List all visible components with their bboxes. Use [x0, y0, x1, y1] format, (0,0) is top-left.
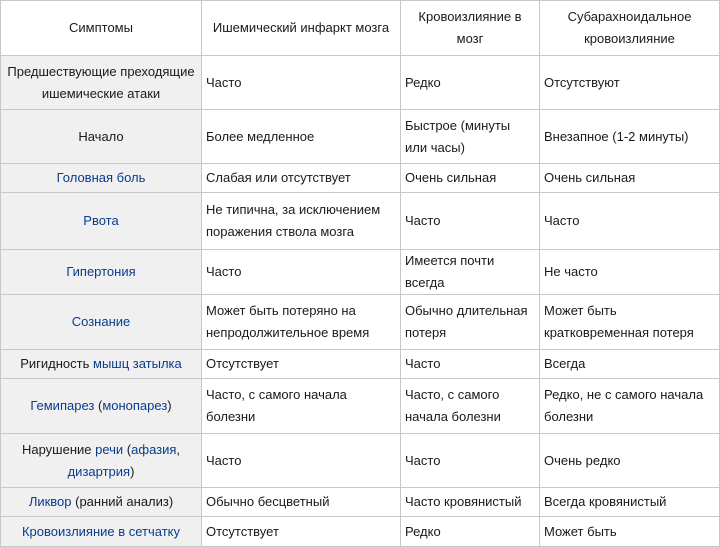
table-cell: Очень сильная	[540, 164, 720, 193]
symptom-link[interactable]: Гемипарез	[30, 398, 95, 413]
symptom-cell	[1, 379, 202, 434]
symptom-label	[5, 311, 197, 333]
header-cell: Кровоизлияние в мозг	[401, 1, 540, 56]
table-cell: Часто	[202, 250, 401, 295]
symptom-link[interactable]: Гипертония	[66, 264, 136, 279]
symptom-link[interactable]: афазия	[131, 441, 177, 457]
table-cell: Редко	[401, 56, 540, 110]
symptom-link[interactable]: речи	[95, 441, 124, 457]
symptom-link[interactable]: монопарез	[102, 398, 168, 413]
table-row	[1, 517, 720, 547]
symptom-link[interactable]: Кровоизлияние в сетчатку	[21, 523, 181, 539]
symptom-cell	[1, 56, 202, 110]
table-cell: Часто	[401, 193, 540, 250]
table-cell: Обычно бесцветный	[202, 488, 401, 517]
symptom-label	[5, 61, 197, 105]
table-cell: Более медленное	[202, 110, 401, 164]
table-row	[1, 434, 720, 488]
symptom-label	[5, 167, 197, 189]
symptom-cell	[1, 350, 202, 379]
table-row	[1, 193, 720, 250]
symptom-link[interactable]: дизартрия	[67, 463, 131, 479]
symptom-text: (ранний анализ)	[71, 494, 174, 509]
table-cell: Всегда кровянистый	[540, 488, 720, 517]
symptom-label	[5, 210, 197, 232]
table-cell: Не типична, за исключением поражения ствола мозга	[202, 193, 401, 250]
table-cell: Может быть потеряно на непродолжительное время	[202, 295, 401, 350]
symptom-cell	[1, 295, 202, 350]
table-cell: Имеется почти всегда	[401, 250, 540, 295]
table-cell: Отсутствуют	[540, 56, 720, 110]
symptom-text: Нарушение	[21, 441, 96, 457]
symptom-cell	[1, 110, 202, 164]
symptom-text: (	[94, 398, 103, 413]
table-cell: Часто	[202, 434, 401, 488]
symptom-link[interactable]: Ликвор	[28, 494, 72, 509]
symptom-cell	[1, 488, 202, 517]
symptom-text: ,	[176, 441, 181, 457]
symptom-text: Ригидность	[20, 356, 93, 371]
symptom-text: (	[123, 441, 132, 457]
symptom-cell	[1, 250, 202, 295]
symptom-text: )	[130, 463, 135, 479]
table-row	[1, 379, 720, 434]
table-row	[1, 488, 720, 517]
table-row	[1, 350, 720, 379]
symptom-label	[5, 395, 197, 417]
table-cell: Часто	[401, 350, 540, 379]
symptom-cell	[1, 434, 202, 488]
symptom-text: )	[167, 398, 172, 413]
table-cell: Часто	[401, 434, 540, 488]
table-cell: Часто	[202, 56, 401, 110]
symptom-cell	[1, 517, 202, 547]
symptom-text: Начало	[78, 128, 124, 144]
symptom-label	[5, 439, 197, 483]
table-cell: Часто	[540, 193, 720, 250]
symptom-cell	[1, 164, 202, 193]
symptom-label	[5, 521, 197, 543]
table-cell: Быстрое (минуты или часы)	[401, 110, 540, 164]
table-row	[1, 250, 720, 295]
table-cell: Отсутствует	[202, 350, 401, 379]
symptom-label	[5, 491, 197, 513]
table-cell: Слабая или отсутствует	[202, 164, 401, 193]
table-cell: Может быть	[540, 517, 720, 547]
table-cell: Часто кровянистый	[401, 488, 540, 517]
symptom-cell	[1, 193, 202, 250]
symptom-link[interactable]: Головная боль	[56, 170, 146, 185]
header-cell: Субарахноидальное кровоизлияние	[540, 1, 720, 56]
table-row	[1, 110, 720, 164]
table-row	[1, 295, 720, 350]
symptom-link[interactable]: Рвота	[83, 213, 119, 228]
table-cell: Часто, с самого начала болезни	[202, 379, 401, 434]
table-cell: Обычно длительная потеря	[401, 295, 540, 350]
symptom-label	[5, 353, 197, 375]
table-cell: Всегда	[540, 350, 720, 379]
table-cell: Часто, с самого начала болезни	[401, 379, 540, 434]
header-row	[1, 1, 720, 56]
table-cell: Очень редко	[540, 434, 720, 488]
table-cell: Очень сильная	[401, 164, 540, 193]
symptom-text: Предшествующие преходящие ишемические атаки	[7, 63, 195, 101]
symptom-link[interactable]: Сознание	[71, 314, 131, 329]
table-cell: Отсутствует	[202, 517, 401, 547]
table-cell: Редко	[401, 517, 540, 547]
symptom-link[interactable]: мышц затылка	[93, 356, 182, 371]
table-body	[1, 56, 720, 547]
table-row	[1, 56, 720, 110]
table-row	[1, 164, 720, 193]
header-cell: Симптомы	[1, 1, 202, 56]
header-cell: Ишемический инфаркт мозга	[202, 1, 401, 56]
table-cell: Может быть кратковременная потеря	[540, 295, 720, 350]
symptom-label	[5, 261, 197, 283]
symptom-label	[5, 126, 197, 148]
table-cell: Внезапное (1-2 минуты)	[540, 110, 720, 164]
table-cell: Редко, не с самого начала болезни	[540, 379, 720, 434]
table-cell: Не часто	[540, 250, 720, 295]
